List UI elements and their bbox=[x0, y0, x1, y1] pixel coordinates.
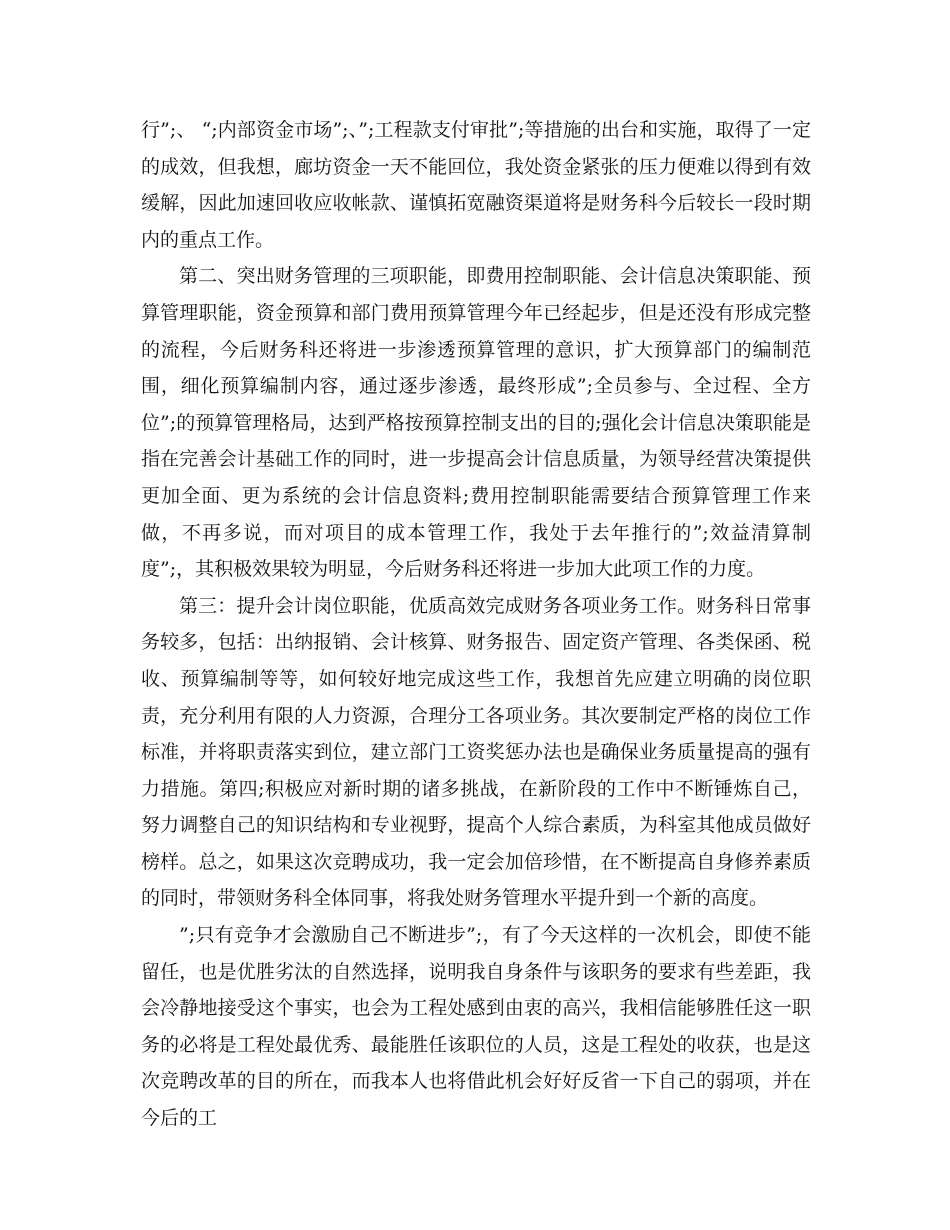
paragraph-second-point: 第二、突出财务管理的三项职能，即费用控制职能、会计信息决策职能、预算管理职能，资金预算和部门费用预算管理今年已经起步，但是还没有形成完整的流程，今后财务科还将进一步渗透预算管理的意识，扩大预算部门的编制范围，细化预算编制内容，通过逐步渗透，最终形成”;全员参与、全过程、全方位”;的预算管理格局，达到严格按预算控制支出的目的;强化会计信息决策职能是指在完善会计基础工作的同时，进一步提高会计信息质量，为领导经营决策提供更加全面、更为系统的会计信息资料;费用控制职能需要结合预算管理工作来做，不再多说，而对项目的成本管理工作，我处于去年推行的”;效益清算制度”;，其积极效果较为明显，今后财务科还将进一步加大此项工作的力度。 bbox=[141, 265, 811, 581]
document-body bbox=[141, 112, 811, 1137]
paragraph-competition: ”;只有竞争才会激励自己不断进步”;，有了今天这样的一次机会，即使不能留任，也是优胜劣汰的自然选择，说明我自身条件与该职务的要求有些差距，我会冷静地接受这个事实，也会为工程处感到由衷的高兴，我相信能够胜任这一职务的必将是工程处最优秀、最能胜任该职位的人员，这是工程处的收获，也是这次竞聘改革的目的所在，而我本人也将借此机会好好反省一下自己的弱项，并在今后的工 bbox=[141, 924, 811, 1130]
paragraph-continuation: 行”;、 “;内部资金市场”;、”;工程款支付审批”;等措施的出台和实施，取得了一定的成效，但我想，廊坊资金一天不能回位，我处资金紧张的压力便难以得到有效缓解，因此加速回收应收帐款、谨慎拓宽融资渠道将是财务科今后较长一段时期内的重点工作。 bbox=[141, 119, 811, 251]
paragraph-third-point: 第三：提升会计岗位职能，优质高效完成财务各项业务工作。财务科日常事务较多，包括：出纳报销、会计核算、财务报告、固定资产管理、各类保函、税收、预算编制等等，如何较好地完成这些工作，我想首先应建立明确的岗位职责，充分利用有限的人力资源，合理分工各项业务。其次要制定严格的岗位工作标准，并将职责落实到位，建立部门工资奖惩办法也是确保业务质量提高的强有力措施。第四;积极应对新时期的诸多挑战，在新阶段的工作中不断锤炼自己，努力调整自己的知识结构和专业视野，提高个人综合素质，为科室其他成员做好榜样。总之，如果这次竞聘成功，我一定会加倍珍惜，在不断提高自身修养素质的同时，带领财务科全体同事，将我处财务管理水平提升到一个新的高度。 bbox=[141, 594, 811, 910]
